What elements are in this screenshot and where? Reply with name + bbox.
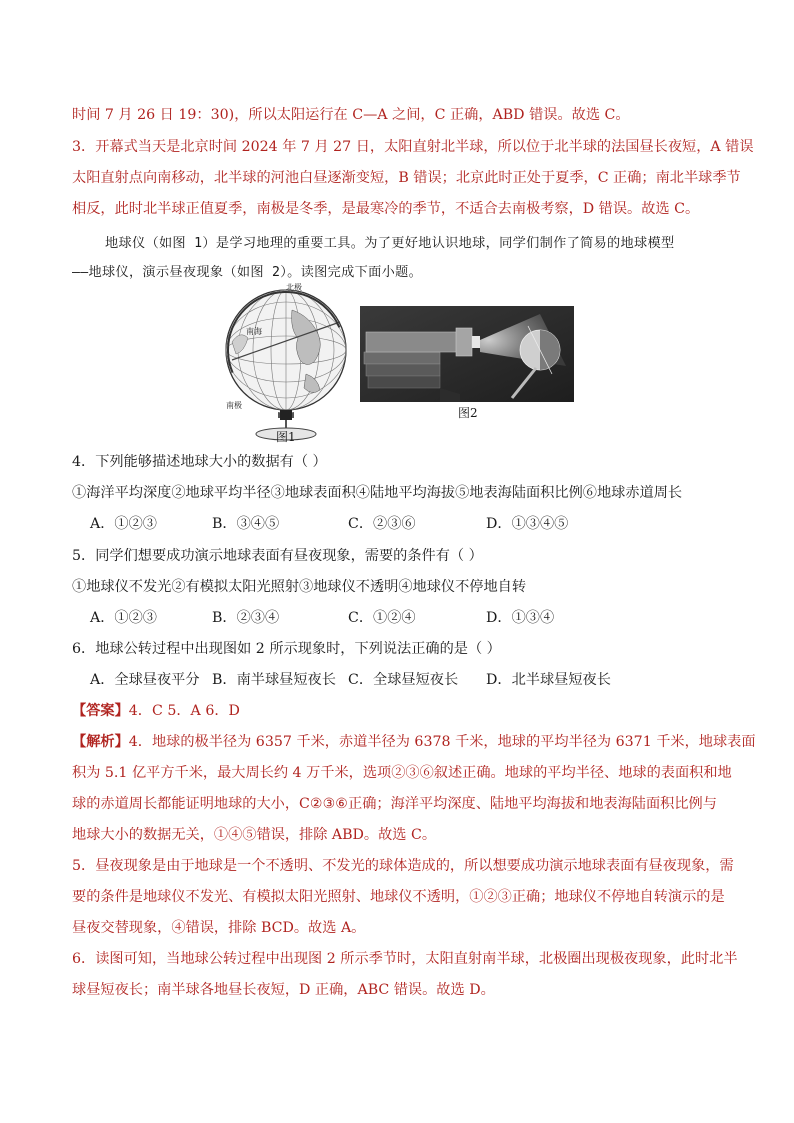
q6-option-c: C．全球昼短夜长: [348, 672, 459, 688]
globe-figure: [214, 282, 354, 442]
q5-option-b: B．②③④: [212, 610, 280, 626]
answer-tag: 【答案】: [72, 703, 129, 719]
analysis-line: 太阳直射点向南移动，北半球的河池白昼逐渐变短，B 错误；北京此时正处于夏季，C 正确；南北半球季节: [72, 170, 741, 186]
analysis-line: 5．昼夜现象是由于地球是一个不透明、不发光的球体造成的，所以想要成功演示地球表面有昼夜现象，需: [72, 858, 734, 874]
q4-option-a: A．①②③: [90, 516, 157, 532]
figure-1-caption: 图1: [276, 430, 296, 444]
analysis-line: 球昼短夜长；南半球各地昼长夜短，D 正确，ABC 错误。故选 D。: [72, 982, 495, 998]
q4-option-d: D．①③④⑤: [486, 516, 569, 532]
q5-option-a: A．①②③: [90, 610, 157, 626]
q6-option-d: D．北半球昼短夜长: [486, 672, 611, 688]
analysis-line: 时间 7 月 26 日 19：30)，所以太阳运行在 C—A 之间，C 正确，ABD 错误。故选 C。: [72, 107, 630, 123]
globe-label-north: 北极: [286, 283, 302, 292]
question-stem: 地球仪（如图 1）是学习地理的重要工具。为了更好地认识地球，同学们制作了简易的地球模型: [105, 236, 675, 251]
analysis-line: 球的赤道周长都能证明地球的大小，C②③⑥正确；海洋平均深度、陆地平均海拔和地表海陆面积比例与: [72, 796, 717, 812]
answer-line: [72, 700, 240, 720]
analysis-line: 要的条件是地球仪不发光、有模拟太阳光照射、地球仪不透明，①②③正确；地球仪不停地自转演示的是: [72, 889, 725, 905]
q4-option-b: B．③④⑤: [212, 516, 280, 532]
globe-label-south: 南极: [226, 401, 242, 410]
q5-option-c: C．①②④: [348, 610, 416, 626]
question-5-stem: 5．同学们想要成功演示地球表面有昼夜现象，需要的条件有（ ）: [72, 548, 483, 564]
question-6-stem: 6．地球公转过程中出现图如 2 所示现象时，下列说法正确的是（ ）: [72, 641, 501, 657]
analysis-text: 4．地球的极半径为 6357 千米，赤道半径为 6378 千米，地球的平均半径为 6371 千米，地球表面: [128, 734, 756, 750]
globe-label-nanhai: 南海: [246, 327, 262, 336]
question-stem: ——地球仪，演示昼夜现象（如图 2）。读图完成下面小题。: [72, 265, 423, 280]
question-4-stem: 4．下列能够描述地球大小的数据有（ ）: [72, 454, 327, 470]
analysis-line: 相反，此时北半球正值夏季，南极是冬季，是最寒冷的季节，不适合去南极考察，D 错误。故选 C。: [72, 201, 700, 217]
q4-option-c: C．②③⑥: [348, 516, 416, 532]
question-4-items: ①海洋平均深度②地球平均半径③地球表面积④陆地平均海拔⑤地表海陆面积比例⑥地球赤道周长: [72, 485, 683, 501]
analysis-line: 地球大小的数据无关，①④⑤错误，排除 ABD。故选 C。: [72, 827, 437, 843]
analysis-line: 积为 5.1 亿平方千米，最大周长约 4 万千米，选项②③⑥叙述正确。地球的平均半径、地球的表面积和地: [72, 765, 732, 781]
q6-option-b: B．南半球昼短夜长: [212, 672, 336, 688]
analysis-line: [72, 731, 756, 751]
demo-photo-figure: [360, 306, 574, 402]
q6-option-a: A．全球昼夜平分: [90, 672, 200, 688]
analysis-line: 3．开幕式当天是北京时间 2024 年 7 月 27 日，太阳直射北半球，所以位于北半球的法国昼长夜短，A 错误: [72, 139, 754, 155]
q5-option-d: D．①③④: [486, 610, 555, 626]
analysis-line: 昼夜交替现象，④错误，排除 BCD。故选 A。: [72, 920, 366, 936]
question-5-items: ①地球仪不发光②有模拟太阳光照射③地球仪不透明④地球仪不停地自转: [72, 579, 527, 595]
analysis-line: 6．读图可知，当地球公转过程中出现图 2 所示季节时，太阳直射南半球，北极圈出现极夜现象，此时北半: [72, 951, 738, 967]
figure-2-caption: 图2: [458, 406, 478, 420]
answer-text: 4．C 5．A 6．D: [128, 703, 240, 719]
analysis-tag: 【解析】: [72, 734, 129, 750]
